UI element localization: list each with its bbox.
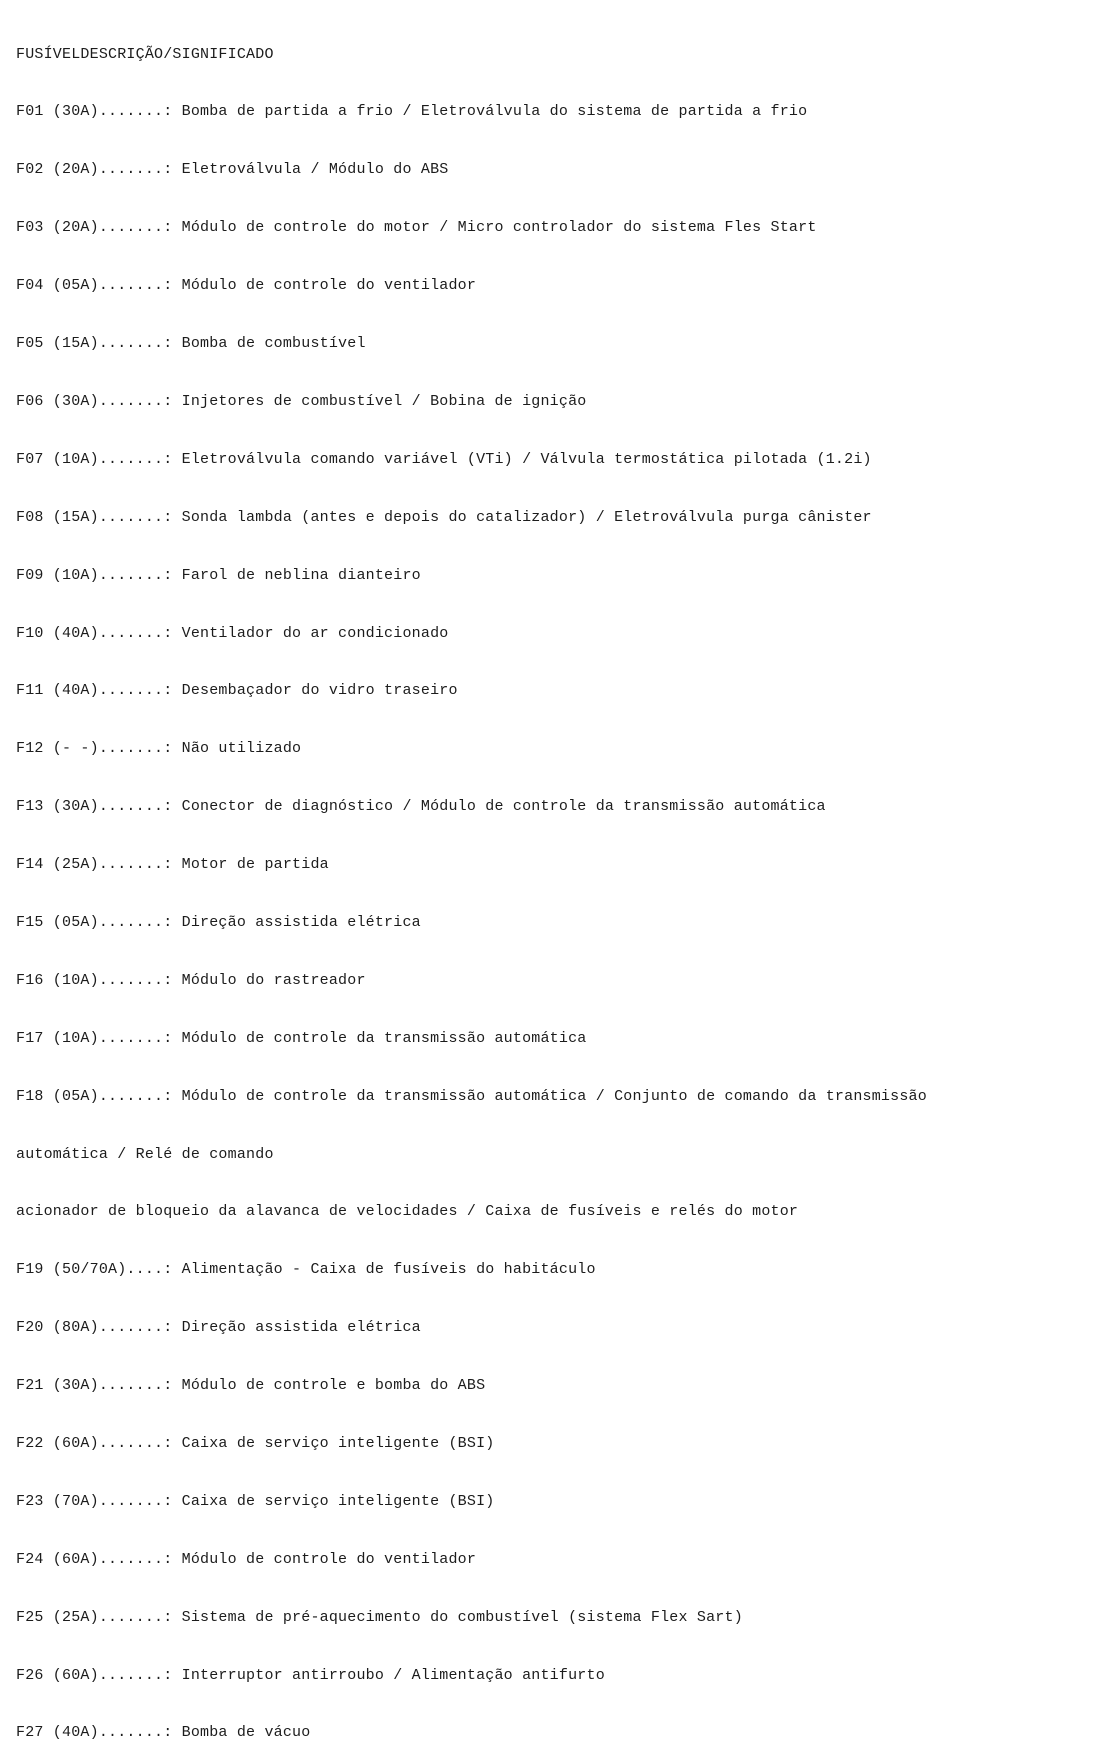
fuse-line-f16: F16 (10A).......: Módulo do rastreador — [16, 971, 366, 989]
fuse-line-f18-continuation-1: automática / Relé de comando — [16, 1145, 274, 1163]
fuse-line-f05: F05 (15A).......: Bomba de combustível — [16, 335, 366, 353]
fuse-line-f06: F06 (30A).......: Injetores de combustível / Bobina de ignição — [16, 392, 587, 410]
fuse-line-f11: F11 (40A).......: Desembaçador do vidro traseiro — [16, 682, 458, 700]
fuse-line-f15: F15 (05A).......: Direção assistida elétrica — [16, 913, 421, 931]
fuse-line-f09: F09 (10A).......: Farol de neblina dianteiro — [16, 566, 421, 584]
fuse-line-f03: F03 (20A).......: Módulo de controle do motor / Micro controlador do sistema Fles Start — [16, 219, 817, 237]
fuse-line-f27: F27 (40A).......: Bomba de vácuo — [16, 1724, 311, 1742]
fuse-line-f19: F19 (50/70A)....: Alimentação - Caixa de fusíveis do habitáculo — [16, 1261, 596, 1279]
fuse-line-f14: F14 (25A).......: Motor de partida — [16, 856, 329, 874]
fuse-line-f21: F21 (30A).......: Módulo de controle e bomba do ABS — [16, 1377, 486, 1395]
fuse-line-f26: F26 (60A).......: Interruptor antirroubo / Alimentação antifurto — [16, 1666, 605, 1684]
fuse-line-f07: F07 (10A).......: Eletroválvula comando variável (VTi) / Válvula termostática pilotada (1.2i) — [16, 450, 872, 468]
fuse-line-f20: F20 (80A).......: Direção assistida elétrica — [16, 1319, 421, 1337]
fuse-line-f10: F10 (40A).......: Ventilador do ar condicionado — [16, 624, 449, 642]
fuse-line-f24: F24 (60A).......: Módulo de controle do ventilador — [16, 1550, 477, 1568]
fuse-line-f04: F04 (05A).......: Módulo de controle do ventilador — [16, 277, 477, 295]
fuse-line-f02: F02 (20A).......: Eletroválvula / Módulo do ABS — [16, 161, 449, 179]
fuse-line-f18: F18 (05A).......: Módulo de controle da transmissão automática / Conjunto de comando da transmissão — [16, 1087, 927, 1105]
fuse-line-f18-continuation-2: acionador de bloqueio da alavanca de velocidades / Caixa de fusíveis e relés do motor — [16, 1203, 799, 1221]
fuse-line-f08: F08 (15A).......: Sonda lambda (antes e depois do catalizador) / Eletroválvula purga cânister — [16, 508, 872, 526]
fuse-line-f13: F13 (30A).......: Conector de diagnóstico / Módulo de controle da transmissão automática — [16, 798, 826, 816]
fuse-document — [16, 6, 1111, 1762]
document-header: FUSÍVELDESCRIÇÃO/SIGNIFICADO — [16, 45, 274, 63]
fuse-line-f22: F22 (60A).......: Caixa de serviço inteligente (BSI) — [16, 1434, 495, 1452]
fuse-line-f12: F12 (- -).......: Não utilizado — [16, 740, 302, 758]
fuse-line-f25: F25 (25A).......: Sistema de pré-aquecimento do combustível (sistema Flex Sart) — [16, 1608, 743, 1626]
fuse-line-f01: F01 (30A).......: Bomba de partida a frio / Eletroválvula do sistema de partida a frio — [16, 103, 808, 121]
fuse-line-f17: F17 (10A).......: Módulo de controle da transmissão automática — [16, 1029, 587, 1047]
fuse-line-f23: F23 (70A).......: Caixa de serviço inteligente (BSI) — [16, 1492, 495, 1510]
